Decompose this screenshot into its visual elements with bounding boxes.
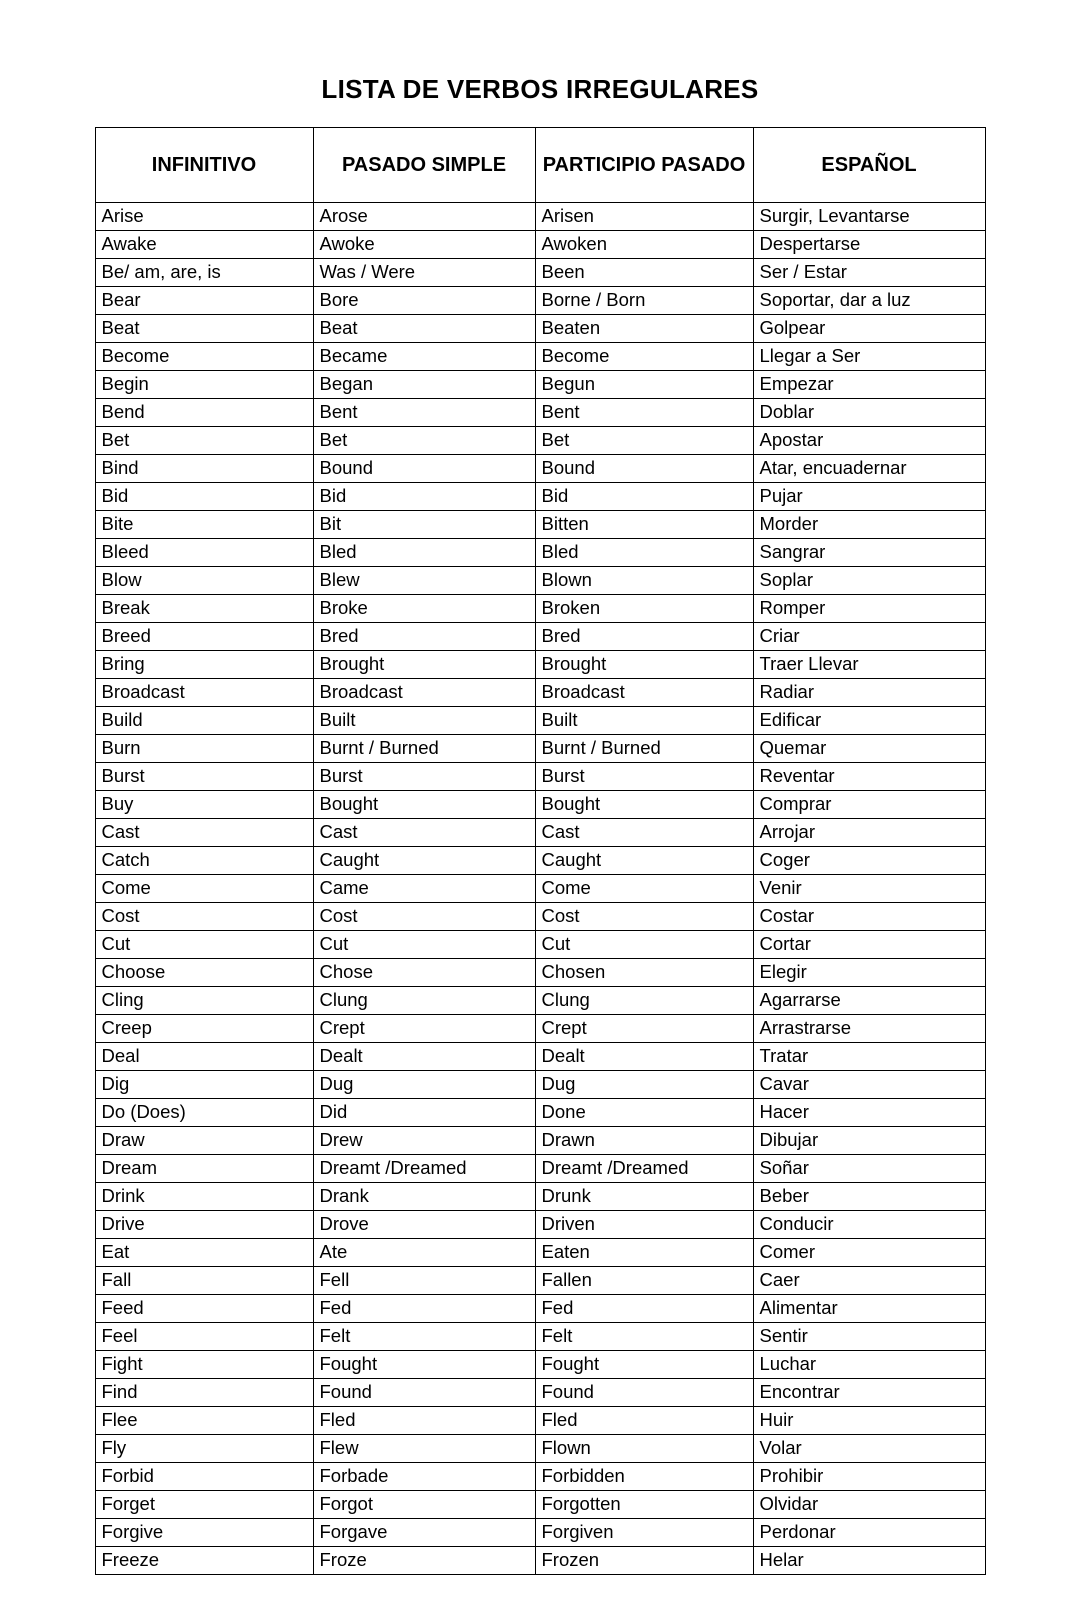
cell-spanish: Elegir [753, 959, 985, 987]
cell-past-participle: Bound [535, 455, 753, 483]
table-row [95, 1351, 985, 1379]
cell-spanish: Tratar [753, 1043, 985, 1071]
cell-past-simple: Cast [313, 819, 535, 847]
cell-past-simple: Caught [313, 847, 535, 875]
cell-past-simple: Bet [313, 427, 535, 455]
cell-past-participle: Caught [535, 847, 753, 875]
cell-past-participle: Bought [535, 791, 753, 819]
cell-infinitive: Draw [95, 1127, 313, 1155]
cell-infinitive: Begin [95, 371, 313, 399]
cell-past-simple: Broke [313, 595, 535, 623]
column-header-spanish: ESPAÑOL [753, 128, 985, 203]
cell-past-simple: Drove [313, 1211, 535, 1239]
cell-past-simple: Fled [313, 1407, 535, 1435]
table-row [95, 679, 985, 707]
table-row [95, 1379, 985, 1407]
column-header-past-participle: PARTICIPIO PASADO [535, 128, 753, 203]
cell-spanish: Ser / Estar [753, 259, 985, 287]
cell-past-simple: Did [313, 1099, 535, 1127]
cell-past-participle: Crept [535, 1015, 753, 1043]
cell-past-participle: Cut [535, 931, 753, 959]
cell-past-simple: Found [313, 1379, 535, 1407]
cell-spanish: Apostar [753, 427, 985, 455]
cell-past-simple: Bled [313, 539, 535, 567]
cell-past-simple: Fed [313, 1295, 535, 1323]
cell-infinitive: Breed [95, 623, 313, 651]
cell-past-participle: Fallen [535, 1267, 753, 1295]
cell-spanish: Romper [753, 595, 985, 623]
cell-past-participle: Bent [535, 399, 753, 427]
cell-infinitive: Build [95, 707, 313, 735]
column-header-infinitive: INFINITIVO [95, 128, 313, 203]
cell-spanish: Alimentar [753, 1295, 985, 1323]
table-row [95, 343, 985, 371]
table-row [95, 1155, 985, 1183]
cell-past-simple: Forbade [313, 1463, 535, 1491]
cell-past-participle: Fought [535, 1351, 753, 1379]
cell-spanish: Beber [753, 1183, 985, 1211]
cell-past-participle: Borne / Born [535, 287, 753, 315]
cell-past-participle: Dealt [535, 1043, 753, 1071]
table-row [95, 1015, 985, 1043]
cell-past-participle: Clung [535, 987, 753, 1015]
cell-infinitive: Fly [95, 1435, 313, 1463]
cell-spanish: Llegar a Ser [753, 343, 985, 371]
cell-past-simple: Was / Were [313, 259, 535, 287]
cell-spanish: Sangrar [753, 539, 985, 567]
cell-infinitive: Feel [95, 1323, 313, 1351]
cell-past-participle: Eaten [535, 1239, 753, 1267]
cell-infinitive: Cost [95, 903, 313, 931]
cell-past-simple: Fought [313, 1351, 535, 1379]
table-row [95, 1407, 985, 1435]
cell-infinitive: Bet [95, 427, 313, 455]
cell-spanish: Volar [753, 1435, 985, 1463]
table-row [95, 875, 985, 903]
cell-past-simple: Forgave [313, 1519, 535, 1547]
table-row [95, 427, 985, 455]
cell-past-simple: Cut [313, 931, 535, 959]
cell-past-simple: Brought [313, 651, 535, 679]
cell-past-participle: Blown [535, 567, 753, 595]
cell-past-participle: Awoken [535, 231, 753, 259]
cell-infinitive: Flee [95, 1407, 313, 1435]
cell-infinitive: Fight [95, 1351, 313, 1379]
cell-past-participle: Become [535, 343, 753, 371]
cell-infinitive: Forbid [95, 1463, 313, 1491]
cell-infinitive: Deal [95, 1043, 313, 1071]
cell-spanish: Agarrarse [753, 987, 985, 1015]
cell-infinitive: Come [95, 875, 313, 903]
cell-spanish: Cortar [753, 931, 985, 959]
cell-infinitive: Bite [95, 511, 313, 539]
cell-infinitive: Bend [95, 399, 313, 427]
cell-infinitive: Forgive [95, 1519, 313, 1547]
table-row [95, 903, 985, 931]
cell-past-participle: Beaten [535, 315, 753, 343]
cell-infinitive: Bind [95, 455, 313, 483]
cell-spanish: Comprar [753, 791, 985, 819]
cell-past-simple: Burnt / Burned [313, 735, 535, 763]
cell-past-participle: Dreamt /Dreamed [535, 1155, 753, 1183]
cell-past-simple: Froze [313, 1547, 535, 1575]
cell-infinitive: Become [95, 343, 313, 371]
cell-spanish: Dibujar [753, 1127, 985, 1155]
table-row [95, 1547, 985, 1575]
table-row [95, 315, 985, 343]
cell-spanish: Venir [753, 875, 985, 903]
cell-spanish: Pujar [753, 483, 985, 511]
cell-past-simple: Flew [313, 1435, 535, 1463]
cell-infinitive: Choose [95, 959, 313, 987]
cell-infinitive: Dream [95, 1155, 313, 1183]
table-row [95, 567, 985, 595]
cell-past-participle: Forbidden [535, 1463, 753, 1491]
cell-infinitive: Cast [95, 819, 313, 847]
cell-past-participle: Dug [535, 1071, 753, 1099]
table-row [95, 931, 985, 959]
cell-past-simple: Became [313, 343, 535, 371]
cell-past-participle: Bred [535, 623, 753, 651]
cell-past-simple: Built [313, 707, 535, 735]
cell-past-simple: Dealt [313, 1043, 535, 1071]
cell-spanish: Cavar [753, 1071, 985, 1099]
table-row [95, 287, 985, 315]
cell-past-simple: Bent [313, 399, 535, 427]
cell-past-participle: Cast [535, 819, 753, 847]
cell-spanish: Criar [753, 623, 985, 651]
cell-spanish: Quemar [753, 735, 985, 763]
cell-past-simple: Bit [313, 511, 535, 539]
cell-past-simple: Drank [313, 1183, 535, 1211]
cell-spanish: Perdonar [753, 1519, 985, 1547]
table-row [95, 1127, 985, 1155]
cell-infinitive: Fall [95, 1267, 313, 1295]
cell-infinitive: Awake [95, 231, 313, 259]
table-row [95, 1071, 985, 1099]
cell-past-simple: Blew [313, 567, 535, 595]
cell-past-participle: Fled [535, 1407, 753, 1435]
table-row [95, 511, 985, 539]
cell-past-participle: Bitten [535, 511, 753, 539]
cell-past-simple: Bound [313, 455, 535, 483]
table-row [95, 763, 985, 791]
cell-infinitive: Arise [95, 203, 313, 231]
cell-past-participle: Begun [535, 371, 753, 399]
cell-spanish: Prohibir [753, 1463, 985, 1491]
table-header [95, 128, 985, 203]
table-row [95, 203, 985, 231]
cell-infinitive: Be/ am, are, is [95, 259, 313, 287]
table-row [95, 1323, 985, 1351]
cell-past-participle: Brought [535, 651, 753, 679]
table-row [95, 1183, 985, 1211]
cell-past-simple: Crept [313, 1015, 535, 1043]
cell-past-simple: Burst [313, 763, 535, 791]
cell-spanish: Atar, encuadernar [753, 455, 985, 483]
cell-spanish: Empezar [753, 371, 985, 399]
table-row [95, 1295, 985, 1323]
cell-infinitive: Forget [95, 1491, 313, 1519]
page-title: LISTA DE VERBOS IRREGULARES [321, 74, 759, 104]
cell-past-participle: Arisen [535, 203, 753, 231]
cell-spanish: Radiar [753, 679, 985, 707]
table-row [95, 595, 985, 623]
cell-past-participle: Broadcast [535, 679, 753, 707]
cell-infinitive: Creep [95, 1015, 313, 1043]
cell-infinitive: Find [95, 1379, 313, 1407]
cell-infinitive: Beat [95, 315, 313, 343]
cell-spanish: Costar [753, 903, 985, 931]
cell-infinitive: Bid [95, 483, 313, 511]
cell-infinitive: Bleed [95, 539, 313, 567]
cell-spanish: Arrastrarse [753, 1015, 985, 1043]
cell-infinitive: Cut [95, 931, 313, 959]
table-row [95, 1099, 985, 1127]
cell-past-participle: Fed [535, 1295, 753, 1323]
cell-past-simple: Bid [313, 483, 535, 511]
cell-past-simple: Came [313, 875, 535, 903]
table-row [95, 707, 985, 735]
cell-spanish: Encontrar [753, 1379, 985, 1407]
table-row [95, 1463, 985, 1491]
cell-infinitive: Drink [95, 1183, 313, 1211]
cell-past-simple: Drew [313, 1127, 535, 1155]
cell-past-simple: Forgot [313, 1491, 535, 1519]
cell-past-participle: Done [535, 1099, 753, 1127]
cell-past-participle: Forgotten [535, 1491, 753, 1519]
cell-past-participle: Drunk [535, 1183, 753, 1211]
cell-past-participle: Drawn [535, 1127, 753, 1155]
cell-infinitive: Catch [95, 847, 313, 875]
cell-spanish: Olvidar [753, 1491, 985, 1519]
cell-infinitive: Blow [95, 567, 313, 595]
cell-past-simple: Broadcast [313, 679, 535, 707]
cell-past-participle: Come [535, 875, 753, 903]
cell-infinitive: Freeze [95, 1547, 313, 1575]
table-row [95, 847, 985, 875]
cell-infinitive: Dig [95, 1071, 313, 1099]
table-row [95, 1211, 985, 1239]
cell-past-simple: Arose [313, 203, 535, 231]
cell-past-simple: Bred [313, 623, 535, 651]
cell-past-simple: Dug [313, 1071, 535, 1099]
table-row [95, 1491, 985, 1519]
cell-spanish: Reventar [753, 763, 985, 791]
cell-past-participle: Cost [535, 903, 753, 931]
cell-infinitive: Buy [95, 791, 313, 819]
table-row [95, 539, 985, 567]
cell-spanish: Coger [753, 847, 985, 875]
table-row [95, 791, 985, 819]
cell-spanish: Doblar [753, 399, 985, 427]
irregular-verbs-table [95, 127, 986, 1575]
cell-past-simple: Cost [313, 903, 535, 931]
table-row [95, 623, 985, 651]
table-body [95, 203, 985, 1575]
table-row [95, 735, 985, 763]
cell-past-simple: Felt [313, 1323, 535, 1351]
cell-spanish: Soportar, dar a luz [753, 287, 985, 315]
cell-infinitive: Bring [95, 651, 313, 679]
table-row [95, 1519, 985, 1547]
cell-infinitive: Bear [95, 287, 313, 315]
table-row [95, 1043, 985, 1071]
cell-past-participle: Burnt / Burned [535, 735, 753, 763]
cell-past-participle: Bet [535, 427, 753, 455]
cell-spanish: Despertarse [753, 231, 985, 259]
cell-past-simple: Bought [313, 791, 535, 819]
cell-past-participle: Bled [535, 539, 753, 567]
table-row [95, 1267, 985, 1295]
cell-spanish: Helar [753, 1547, 985, 1575]
cell-infinitive: Cling [95, 987, 313, 1015]
table-row [95, 371, 985, 399]
table-row [95, 819, 985, 847]
cell-past-simple: Dreamt /Dreamed [313, 1155, 535, 1183]
cell-infinitive: Eat [95, 1239, 313, 1267]
table-row [95, 231, 985, 259]
cell-spanish: Caer [753, 1267, 985, 1295]
cell-past-simple: Beat [313, 315, 535, 343]
table-row [95, 259, 985, 287]
cell-spanish: Sentir [753, 1323, 985, 1351]
cell-past-simple: Clung [313, 987, 535, 1015]
table-row [95, 1435, 985, 1463]
cell-infinitive: Feed [95, 1295, 313, 1323]
cell-infinitive: Break [95, 595, 313, 623]
cell-past-participle: Chosen [535, 959, 753, 987]
cell-past-simple: Awoke [313, 231, 535, 259]
table-header-row [95, 128, 985, 203]
cell-spanish: Arrojar [753, 819, 985, 847]
cell-past-participle: Been [535, 259, 753, 287]
table-row [95, 959, 985, 987]
cell-past-participle: Found [535, 1379, 753, 1407]
cell-past-simple: Bore [313, 287, 535, 315]
cell-past-participle: Burst [535, 763, 753, 791]
cell-past-simple: Ate [313, 1239, 535, 1267]
cell-spanish: Luchar [753, 1351, 985, 1379]
cell-spanish: Traer Llevar [753, 651, 985, 679]
cell-infinitive: Broadcast [95, 679, 313, 707]
column-header-past-simple: PASADO SIMPLE [313, 128, 535, 203]
table-row [95, 1239, 985, 1267]
cell-infinitive: Burst [95, 763, 313, 791]
cell-past-simple: Began [313, 371, 535, 399]
cell-past-participle: Forgiven [535, 1519, 753, 1547]
cell-past-simple: Fell [313, 1267, 535, 1295]
table-row [95, 987, 985, 1015]
table-row [95, 651, 985, 679]
cell-spanish: Morder [753, 511, 985, 539]
cell-infinitive: Drive [95, 1211, 313, 1239]
table-row [95, 483, 985, 511]
cell-spanish: Surgir, Levantarse [753, 203, 985, 231]
cell-past-participle: Bid [535, 483, 753, 511]
cell-spanish: Huir [753, 1407, 985, 1435]
cell-infinitive: Burn [95, 735, 313, 763]
cell-infinitive: Do (Does) [95, 1099, 313, 1127]
cell-past-participle: Built [535, 707, 753, 735]
cell-past-participle: Broken [535, 595, 753, 623]
table-row [95, 399, 985, 427]
table-row [95, 455, 985, 483]
cell-past-participle: Felt [535, 1323, 753, 1351]
cell-past-participle: Flown [535, 1435, 753, 1463]
cell-past-simple: Chose [313, 959, 535, 987]
cell-spanish: Soplar [753, 567, 985, 595]
cell-past-participle: Driven [535, 1211, 753, 1239]
cell-spanish: Edificar [753, 707, 985, 735]
cell-spanish: Comer [753, 1239, 985, 1267]
cell-spanish: Hacer [753, 1099, 985, 1127]
cell-spanish: Conducir [753, 1211, 985, 1239]
cell-past-participle: Frozen [535, 1547, 753, 1575]
cell-spanish: Soñar [753, 1155, 985, 1183]
cell-spanish: Golpear [753, 315, 985, 343]
